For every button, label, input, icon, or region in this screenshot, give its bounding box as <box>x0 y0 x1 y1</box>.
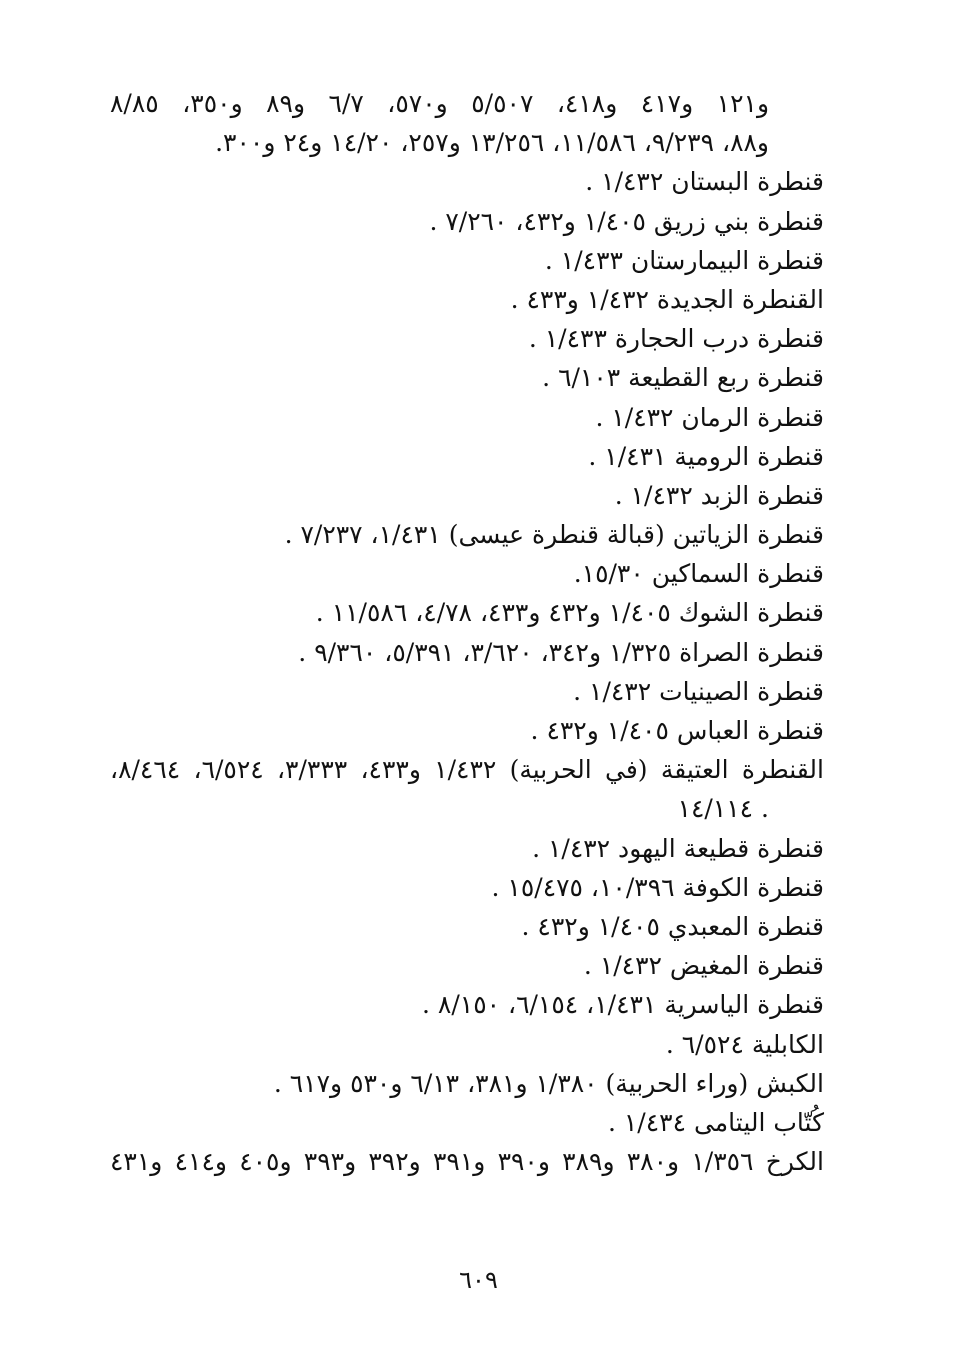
index-entry: قنطرة الزبد ١/٤٣٢ . <box>614 480 824 510</box>
index-entry: الكابلية ٦/٥٢٤ . <box>665 1029 824 1059</box>
index-entry-continuation: ١٤/١١٤ . <box>677 794 769 824</box>
index-entry: كُتّاب اليتامى ١/٤٣٤ . <box>607 1107 824 1137</box>
index-entry-continuation: و٨٨، ٩/٢٣٩، ١١/٥٨٦، ١٣/٢٥٦ و٢٥٧، ١٤/٢٠ و٢٤ و٣٠٠. <box>215 128 769 158</box>
index-entry: قنطرة قطيعة اليهود ١/٤٣٢ . <box>532 833 824 863</box>
index-entry: قنطرة المغيض ١/٤٣٢ . <box>583 951 824 981</box>
index-entry: قنطرة الشوك ١/٤٠٥ و٤٣٢ و٤٣٣، ٤/٧٨، ١١/٥٨٦ . <box>315 598 824 628</box>
index-entry: قنطرة الرمان ١/٤٣٢ . <box>595 402 824 432</box>
index-entry: القنطرة الجديدة ١/٤٣٢ و٤٣٣ . <box>510 284 824 314</box>
index-entry: قنطرة السماكين ١٥/٣٠. <box>573 559 824 589</box>
index-entry: قنطرة ربع القطيعة ٦/١٠٣ . <box>542 363 824 393</box>
index-entry: القنطرة العتيقة (في الحربية) ١/٤٣٢ و٤٣٣، ٣/٣٣٣، ٦/٥٢٤، ٨/٤٦٤، <box>110 755 824 785</box>
index-entry: قنطرة المعبدي ١/٤٠٥ و٤٣٢ . <box>521 911 824 941</box>
index-entry: قنطرة درب الحجارة ١/٤٣٣ . <box>528 324 824 354</box>
index-list <box>110 84 824 1181</box>
index-entry: قنطرة الزياتين (قبالة قنطرة عيسى) ١/٤٣١، ٧/٢٣٧ . <box>284 520 824 550</box>
page-number: ٦٠٩ <box>459 1266 498 1294</box>
index-entry: قنطرة بني زريق ١/٤٠٥ و٤٣٢، ٧/٢٦٠ . <box>429 206 824 236</box>
index-entry: الكرخ ١/٣٥٦ و٣٨٠ و٣٨٩ و٣٩٠ و٣٩١ و٣٩٢ و٣٩٣ و٤٠٥ و٤١٤ و٤٣١ <box>110 1147 824 1177</box>
index-entry: قنطرة الكوفة ١٠/٣٩٦، ١٥/٤٧٥ . <box>491 872 824 902</box>
index-entry-continuation: و١٢١ و٤١٧ و٤١٨، ٥/٥٠٧ و٥٧٠، ٦/٧ و٨٩ و٣٥٠، ٨/٨٥ <box>110 89 770 118</box>
index-entry: قنطرة الرومية ١/٤٣١ . <box>588 441 824 471</box>
index-entry: قنطرة الياسرية ١/٤٣١، ٦/١٥٤، ٨/١٥٠ . <box>422 990 824 1020</box>
index-entry: قنطرة الصراة ١/٣٢٥ و٣٤٢، ٣/٦٢٠، ٥/٣٩١، ٩/٣٦٠ . <box>298 637 824 667</box>
index-entry: قنطرة العباس ١/٤٠٥ و٤٣٢ . <box>530 716 824 745</box>
index-entry: قنطرة البستان ١/٤٣٢ . <box>585 167 824 197</box>
index-entry: الكبش (وراء الحربية) ١/٣٨٠ و٣٨١، ٦/١٣ و٥٣٠ و٦١٧ . <box>273 1068 824 1098</box>
index-entry: قنطرة البيمارستان ١/٤٣٣ . <box>544 245 824 275</box>
index-entry: قنطرة الصينيات ١/٤٣٢ . <box>573 676 824 706</box>
